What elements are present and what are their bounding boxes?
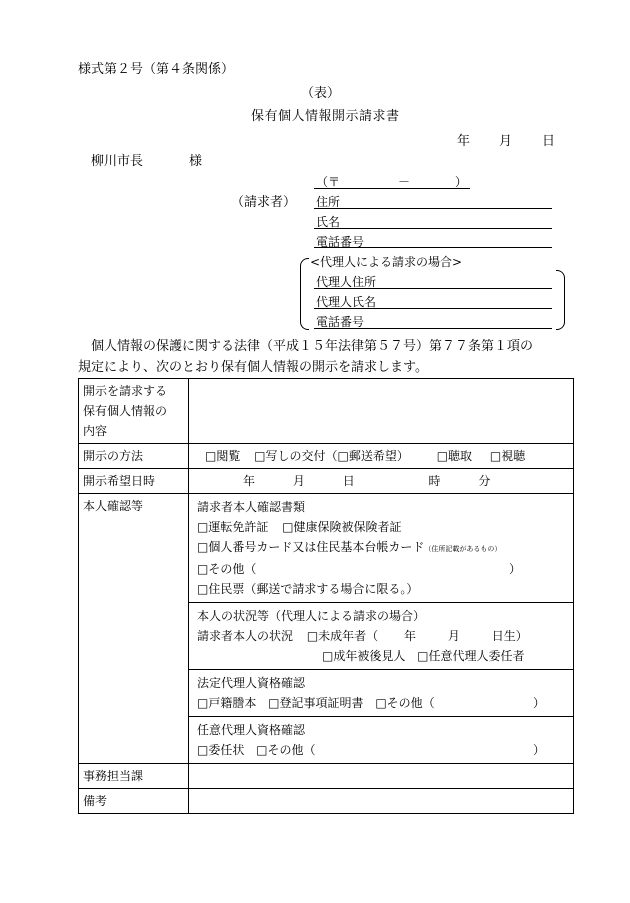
phone-label: 電話番号 <box>316 235 365 249</box>
agent-phone-line[interactable] <box>314 328 552 329</box>
agent-heading: <代理人による請求の場合> <box>310 255 463 269</box>
registry-checkbox[interactable]: □登記事項証明書 <box>268 696 364 710</box>
agent-bracket-left <box>300 258 309 330</box>
voluntary-agent-block <box>189 716 573 763</box>
request-table <box>78 378 574 814</box>
mynumber-checkbox[interactable]: □個人番号カード又は住民基本台帳カード <box>197 540 425 554</box>
datetime-hour: 時 <box>428 474 441 488</box>
remarks-label: 備考 <box>79 789 189 814</box>
content-row <box>79 379 574 444</box>
voluntary-principal-checkbox[interactable]: □任意代理人委任者 <box>417 649 525 663</box>
intro-line-1: 個人情報の保護に関する法律（平成１５年法律第５７号）第７７条第１項の <box>91 339 534 354</box>
form-number: 様式第２号（第４条関係） <box>78 62 235 77</box>
method-row <box>79 444 574 469</box>
agent-address-line[interactable] <box>314 288 552 289</box>
minor-birth-day: 日生） <box>491 629 528 643</box>
remarks-row <box>79 789 574 814</box>
agent-address-label: 代理人住所 <box>316 275 377 289</box>
method-label: 開示の方法 <box>79 444 189 469</box>
addressee: 柳川市長 <box>91 154 144 169</box>
department-row <box>79 764 574 789</box>
datetime-minute: 分 <box>478 474 491 488</box>
agent-bracket-right <box>556 270 565 330</box>
department-field[interactable] <box>189 764 574 789</box>
minor-checkbox[interactable]: □未成年者（ <box>306 629 379 643</box>
residence-checkbox[interactable]: □住民票（郵送で請求する場合に限る。） <box>197 582 419 596</box>
phone-line[interactable] <box>314 247 552 248</box>
minor-birth-month: 月 <box>447 629 460 643</box>
department-label: 事務担当課 <box>79 764 189 789</box>
voluntary-agent-heading: 任意代理人資格確認 <box>197 723 306 737</box>
legal-agent-block <box>189 669 573 716</box>
page-title: 保有個人情報開示請求書 <box>251 109 400 124</box>
agent-phone-label: 電話番号 <box>316 315 365 329</box>
content-label-line-3: 内容 <box>83 424 108 438</box>
content-field[interactable] <box>189 379 574 444</box>
guardian-checkbox[interactable]: □成年被後見人 <box>322 649 406 663</box>
status-block <box>189 602 573 669</box>
identity-label: 本人確認等 <box>79 494 189 764</box>
name-label: 氏名 <box>316 215 341 229</box>
addressee-honorific: 様 <box>189 154 203 169</box>
method-listen-checkbox[interactable]: □聴取 <box>436 449 473 463</box>
legal-other-checkbox[interactable]: □その他（ <box>375 696 435 710</box>
date-month: 月 <box>499 134 513 149</box>
license-checkbox[interactable]: □運転免許証 <box>197 520 269 534</box>
family-register-checkbox[interactable]: □戸籍謄本 <box>197 696 257 710</box>
requester-label: （請求者） <box>231 195 297 210</box>
identity-docs-block <box>189 494 573 602</box>
method-view-checkbox[interactable]: □閲覧 <box>205 449 241 463</box>
method-copy-checkbox[interactable]: □写しの交付（□郵送希望） <box>254 449 409 463</box>
date-day: 日 <box>542 134 556 149</box>
datetime-field[interactable] <box>189 469 574 494</box>
postal-line[interactable] <box>314 188 470 189</box>
voluntary-other-checkbox[interactable]: □その他（ <box>256 743 316 757</box>
method-watch-checkbox[interactable]: □視聴 <box>489 449 526 463</box>
datetime-row <box>79 469 574 494</box>
mynumber-note: （住所記載があるもの） <box>424 545 502 553</box>
address-line[interactable] <box>314 208 552 209</box>
intro-line-2: 規定により、次のとおり保有個人情報の開示を請求します。 <box>78 360 428 375</box>
identity-other-close: ） <box>509 562 522 576</box>
status-heading: 本人の状況等（代理人による請求の場合） <box>197 609 426 623</box>
identity-other-checkbox[interactable]: □その他（ <box>197 562 257 576</box>
datetime-year: 年 <box>243 474 256 488</box>
agent-name-line[interactable] <box>314 308 552 309</box>
identity-docs-heading: 請求者本人確認書類 <box>197 500 306 514</box>
legal-agent-heading: 法定代理人資格確認 <box>197 676 306 690</box>
datetime-label: 開示希望日時 <box>79 469 189 494</box>
content-label-line-2: 保有個人情報の <box>83 404 168 418</box>
content-label <box>79 379 189 444</box>
name-line[interactable] <box>314 228 552 229</box>
address-label: 住所 <box>316 195 341 209</box>
legal-other-close: ） <box>533 696 546 710</box>
date-year: 年 <box>457 134 471 149</box>
postal-open: （〒 <box>316 175 341 189</box>
insurance-checkbox[interactable]: □健康保険被保険者証 <box>282 520 402 534</box>
method-options <box>189 444 574 469</box>
status-label: 請求者本人の状況 <box>197 629 294 643</box>
agent-name-label: 代理人氏名 <box>316 295 377 309</box>
postal-dash: － <box>398 175 411 189</box>
datetime-month: 月 <box>292 474 305 488</box>
identity-row <box>79 494 574 764</box>
form-side-label: （表） <box>301 86 341 101</box>
remarks-field[interactable] <box>189 789 574 814</box>
voluntary-other-close: ） <box>533 743 546 757</box>
minor-birth-year: 年 <box>404 629 417 643</box>
content-label-line-1: 開示を請求する <box>83 384 168 398</box>
power-of-attorney-checkbox[interactable]: □委任状 <box>197 743 245 757</box>
postal-close: ） <box>455 175 468 189</box>
identity-section <box>189 494 574 764</box>
datetime-day: 日 <box>342 474 355 488</box>
